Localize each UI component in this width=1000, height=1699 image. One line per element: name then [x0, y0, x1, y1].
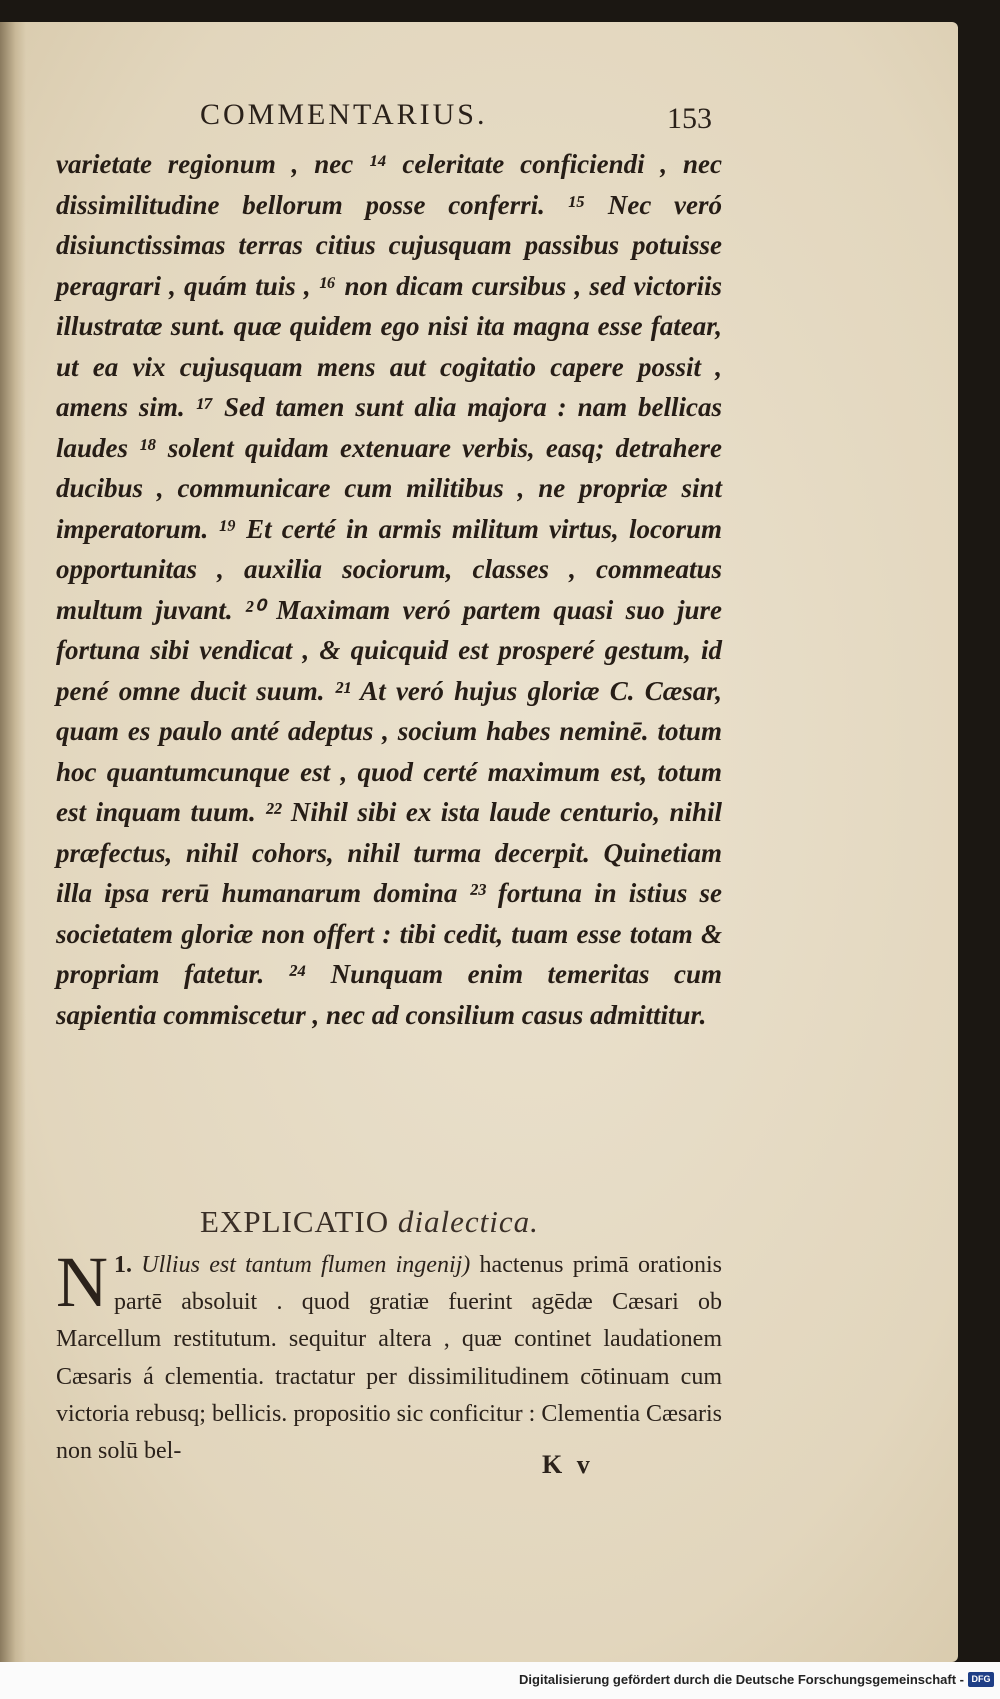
page-number: 153 [667, 102, 712, 135]
signature-mark: K v [542, 1450, 594, 1479]
commentary-item-number: 1. [114, 1252, 132, 1278]
digitization-footer [0, 1662, 1000, 1699]
dropcap-initial: N [56, 1242, 108, 1322]
section-heading [200, 1204, 539, 1240]
running-title: COMMENTARIUS. [200, 98, 488, 131]
commentary-text: hactenus primā orationis partē absoluit . quod gratiæ fuerint agēdæ Cæsari ob Marcellum restitutum. sequitur altera , quæ continet laudationem Cæsaris á clementia. tractatur per dissimilitudinem cōtinuam cum victoria rebusq; bellicis. propositio sic conficitur : Clementia Cæsaris non solū bel- [56, 1252, 722, 1464]
section-heading-italic: dialectica. [397, 1204, 539, 1239]
commentary-block [56, 1242, 722, 1470]
dfg-logo: DFG [968, 1672, 994, 1687]
scanned-page [0, 22, 958, 1662]
section-heading-roman: EXPLICATIO [200, 1204, 390, 1239]
commentary-lemma: Ullius est tantum flumen ingenij) [141, 1252, 471, 1278]
main-text-block: varietate regionum , nec ¹⁴ celeritate conficiendi , nec dissimilitudine bellorum posse conferri. ¹⁵ Nec veró disiunctissimas terras citius cujusquam passibus potuisse peragrari , quám tuis , ¹⁶ non dicam cursibus , sed victoriis illustratæ sunt. quæ quidem ego nisi ita magna esse fatear, ut ea vix cujusquam mens aut cogitatio capere possit , amens sim. ¹⁷ Sed tamen sunt alia majora : nam bellicas laudes ¹⁸ solent quidam extenuare verbis, easq; detrahere ducibus , communicare cum militibus , ne propriæ sint imperatorum. ¹⁹ Et certé in armis militum virtus, locorum opportunitas , auxilia sociorum, classes , commeatus multum juvant. ²⁰ Maximam veró partem quasi suo jure fortuna sibi vendicat , & quicquid est prosperé gestum, id pené omne ducit suum. ²¹ At veró hujus gloriæ C. Cæsar, quam es paulo anté adeptus , socium habes neminē. totum hoc quantumcunque est , quod certé maximum est, totum est inquam tuum. ²² Nihil sibi ex ista laude centurio, nihil præfectus, nihil cohors, nihil turma decerpit. Quinetiam illa ipsa rerū humanarum domina ²³ fortuna in istius se societatem gloriæ non offert : tibi cedit, tuam esse totam & propriam fatetur. ²⁴ Nunquam enim temeritas cum sapientia commiscetur , nec ad consilium casus admittitur. [56, 149, 722, 1030]
funding-credit: Digitalisierung gefördert durch die Deutsche Forschungsgemeinschaft - [519, 1672, 964, 1687]
page-gutter-shadow [0, 22, 26, 1662]
